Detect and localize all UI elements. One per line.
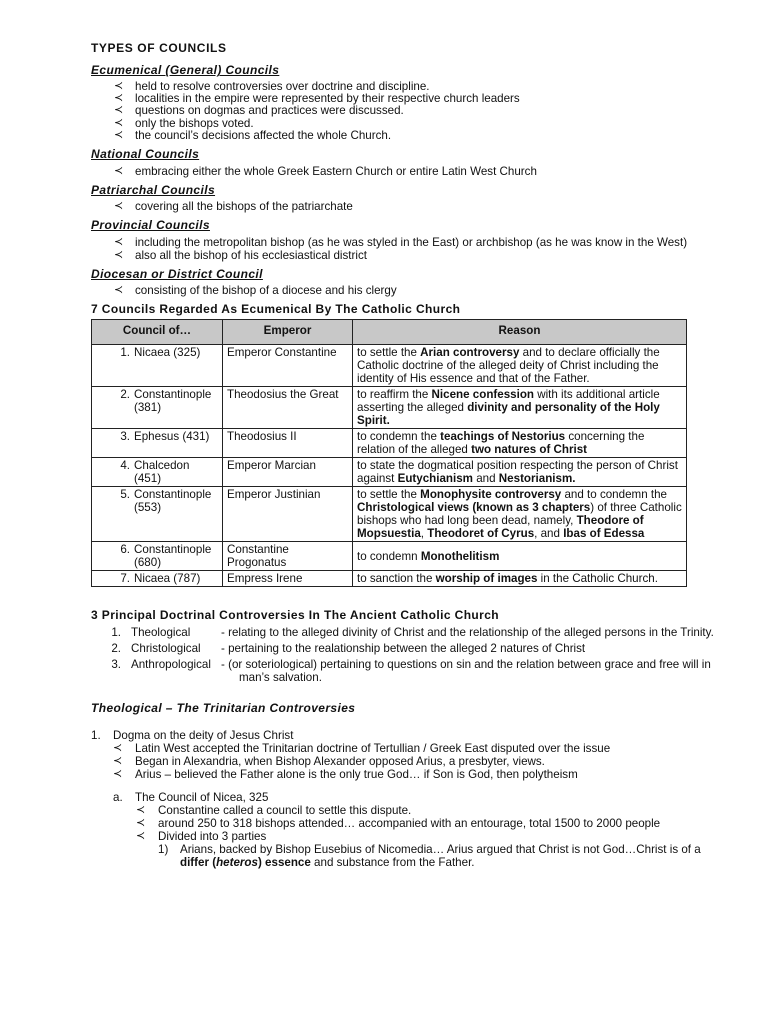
reason-part: to settle the — [357, 488, 421, 502]
bullet-text: embracing either the whole Greek Eastern Church or entire Latin West Church — [135, 164, 537, 178]
reason-part: Arian controversy — [420, 346, 520, 360]
reason-part: Monophysite controversy — [420, 488, 562, 502]
list-item — [91, 642, 731, 655]
reason-part: worship of images — [435, 572, 538, 586]
list-item — [91, 165, 731, 178]
bullet-text: Arius – believed the Father alone is the only true God… if Son is God, then polytheism — [135, 767, 578, 781]
text-part: and substance from the Father. — [310, 855, 475, 869]
cell-reason — [353, 345, 687, 387]
col-emperor: Emperor — [223, 320, 353, 345]
bullet-arrow-icon: ≺ — [114, 116, 124, 129]
item-desc: - relating to the alleged divinity of Christ and the relationship of the alleged persons in the Trinity. — [221, 625, 714, 639]
cell-emperor: Theodosius II — [223, 429, 353, 458]
bullet-arrow-icon: ≺ — [114, 248, 124, 261]
cell-council — [92, 571, 223, 587]
council-types — [91, 64, 731, 297]
bullet-text: also all the bishop of his ecclesiastical district — [135, 248, 367, 262]
list-item — [91, 830, 731, 843]
table-row — [92, 458, 687, 487]
cell-reason — [353, 542, 687, 571]
item-desc: - (or soteriological) pertaining to questions on sin and the relation between grace and free will in man’s salvation. — [221, 657, 711, 684]
table-header-row — [92, 320, 687, 345]
council-number: 6. — [120, 543, 130, 557]
bullet-arrow-icon: ≺ — [113, 754, 123, 767]
list-item — [91, 804, 731, 817]
bullet-arrow-icon: ≺ — [113, 741, 123, 754]
cell-council — [92, 387, 223, 429]
table-row — [92, 487, 687, 542]
item-desc: - pertaining to the realationship between the alleged 2 natures of Christ — [221, 641, 586, 655]
cell-council — [92, 542, 223, 571]
reason-part: Nicene confession — [431, 388, 534, 402]
reason-part: to reaffirm the — [357, 388, 432, 402]
reason-part: and to declare officially the Catholic doctrine of the alleged deity of Christ including the identity of His essence and that of the Father. — [357, 346, 660, 386]
council-name: Chalcedon (451) — [134, 459, 190, 486]
list-item — [91, 130, 731, 142]
reason-part: Ibas of Edessa — [563, 527, 645, 541]
type-bullets — [91, 200, 731, 213]
reason-part: to condemn the — [357, 430, 441, 444]
list-item — [91, 284, 731, 297]
cell-emperor: Emperor Justinian — [223, 487, 353, 542]
point-a-bullets — [91, 804, 731, 843]
council-name: Constantinople (553) — [134, 488, 212, 515]
cell-reason — [353, 458, 687, 487]
council-number: 5. — [120, 488, 130, 502]
doc-title: TYPES OF COUNCILS — [91, 41, 227, 55]
text-part: Arians, backed by Bishop Eusebius of Nicomedia… Arius argued that Christ is not God…Christ is of a — [180, 842, 701, 856]
type-bullets — [91, 81, 731, 142]
cell-emperor: Theodosius the Great — [223, 387, 353, 429]
type-bullets — [91, 165, 731, 178]
list-item — [91, 755, 731, 768]
reason-part: , — [420, 527, 428, 541]
table-row — [92, 387, 687, 429]
cell-emperor: Emperor Constantine — [223, 345, 353, 387]
point-a-1: 1) Arians, backed by Bishop Eusebius of Nicomedia… Arius argued that Christ is not God…Christ is of a differ (heteros) essence and substance from the Father. — [158, 842, 701, 869]
council-name: Nicaea (325) — [134, 346, 201, 360]
bullet-text: localities in the empire were represented by their respective church leaders — [135, 92, 520, 106]
list-item — [91, 817, 731, 830]
table-row — [92, 542, 687, 571]
list-item — [91, 200, 731, 213]
document-page — [91, 42, 731, 869]
reason-part: ) of three Catholic bishops who had long been dead, namely, — [357, 501, 682, 528]
council-number: 2. — [120, 388, 130, 402]
reason-part: Monothelitism — [420, 549, 500, 563]
type-heading: National Councils — [91, 147, 200, 162]
bullet-arrow-icon: ≺ — [114, 235, 124, 248]
bullet-text: around 250 to 318 bishops attended… accompanied with an entourage, total 1500 to 2000 people — [158, 816, 661, 830]
point-a: a. The Council of Nicea, 325 — [113, 790, 269, 804]
reason-part: in the Catholic Church. — [537, 572, 658, 586]
list-item — [91, 742, 731, 755]
bullet-text: consisting of the bishop of a diocese and his clergy — [135, 283, 397, 297]
bullet-text: Divided into 3 parties — [158, 829, 267, 843]
bullet-arrow-icon: ≺ — [136, 829, 146, 842]
reason-part: and — [473, 472, 499, 486]
item-number: 3. — [111, 657, 121, 671]
bullet-arrow-icon: ≺ — [114, 129, 124, 141]
table-row — [92, 571, 687, 587]
reason-part: to sanction the — [357, 572, 436, 586]
reason-part: two natures of Christ — [471, 443, 588, 457]
reason-part: concerning the relation of the alleged — [357, 430, 645, 457]
council-number: 7. — [120, 572, 130, 586]
reason-part: teachings of Nestorius — [440, 430, 566, 444]
type-bullets — [91, 236, 731, 262]
reason-part: Theodore of Mopsuestia — [357, 514, 644, 541]
controversies-heading: 3 Principal Doctrinal Controversies In The Ancient Catholic Church — [91, 608, 500, 623]
item-term: Theological — [131, 625, 191, 639]
councils-heading: 7 Councils Regarded As Ecumenical By The Catholic Church — [91, 301, 461, 316]
type-heading: Patriarchal Councils — [91, 182, 216, 197]
bullet-text: covering all the bishops of the patriarchate — [135, 200, 353, 214]
bullet-text: Began in Alexandria, when Bishop Alexander opposed Arius, a presbyter, views. — [135, 754, 545, 768]
council-number: 3. — [120, 430, 130, 444]
bullet-arrow-icon: ≺ — [113, 767, 123, 780]
bullet-text: only the bishops voted. — [135, 116, 254, 130]
cell-reason — [353, 429, 687, 458]
list-item — [91, 236, 731, 249]
cell-reason — [353, 387, 687, 429]
cell-council — [92, 429, 223, 458]
bullet-arrow-icon: ≺ — [114, 164, 124, 177]
item-number: 2. — [111, 641, 121, 655]
reason-part: to condemn — [357, 549, 421, 563]
cell-emperor: Empress Irene — [223, 571, 353, 587]
cell-council — [92, 487, 223, 542]
bullet-text: questions on dogmas and practices were discussed. — [135, 104, 404, 118]
council-number: 1. — [120, 346, 130, 360]
bullet-arrow-icon: ≺ — [114, 79, 124, 92]
table-row — [92, 345, 687, 387]
type-bullets — [91, 284, 731, 297]
list-item — [91, 658, 731, 684]
text-part: ) essence — [257, 855, 311, 869]
cell-council — [92, 458, 223, 487]
cell-council — [92, 345, 223, 387]
cell-reason — [353, 571, 687, 587]
reason-part: , and — [534, 527, 564, 541]
reason-part: divinity and personality of the Holy Spirit. — [357, 401, 660, 428]
bullet-arrow-icon: ≺ — [136, 803, 146, 816]
list-item — [91, 626, 731, 639]
text-part: differ ( — [180, 855, 217, 869]
point-1: 1. Dogma on the deity of Jesus Christ — [91, 728, 294, 742]
reason-part: Eutychianism — [397, 472, 473, 486]
list-item — [91, 249, 731, 262]
bullet-arrow-icon: ≺ — [114, 104, 124, 117]
bullet-text: Constantine called a council to settle this dispute. — [158, 803, 412, 817]
list-item — [91, 768, 731, 781]
reason-part: Christological views (known as 3 chapters — [357, 501, 591, 515]
text-part: heteros — [216, 855, 258, 869]
bullet-arrow-icon: ≺ — [114, 283, 124, 296]
type-heading: Ecumenical (General) Councils — [91, 63, 280, 78]
table-row — [92, 429, 687, 458]
item-term: Christological — [131, 641, 201, 655]
item-number: 1. — [111, 625, 121, 639]
col-council: Council of… — [92, 320, 223, 345]
reason-part: to settle the — [357, 346, 421, 360]
trinitarian-heading: Theological – The Trinitarian Controversies — [91, 700, 356, 715]
bullet-arrow-icon: ≺ — [114, 200, 124, 213]
cell-reason — [353, 487, 687, 542]
council-name: Nicaea (787) — [134, 572, 201, 586]
bullet-arrow-icon: ≺ — [136, 816, 146, 829]
point-1-bullets — [91, 742, 731, 781]
item-term: Anthropological — [131, 657, 211, 671]
reason-part: and to condemn the — [561, 488, 667, 502]
type-heading: Diocesan or District Council — [91, 266, 263, 281]
reason-part: to state the dogmatical position respecting the person of Christ against — [357, 459, 678, 486]
cell-emperor: Constantine Progonatus — [223, 542, 353, 571]
council-name: Ephesus (431) — [134, 430, 210, 444]
council-name: Constantinople (381) — [134, 388, 212, 415]
cell-emperor: Emperor Marcian — [223, 458, 353, 487]
bullet-text: Latin West accepted the Trinitarian doctrine of Tertullian / Greek East disputed over the issue — [135, 741, 611, 755]
councils-table — [91, 319, 687, 587]
reason-part: Nestorianism. — [498, 472, 576, 486]
council-name: Constantinople (680) — [134, 543, 212, 570]
reason-part: Theodoret of Cyrus — [427, 527, 535, 541]
controversies-list — [91, 626, 731, 684]
bullet-text: held to resolve controversies over doctrine and discipline. — [135, 79, 430, 93]
council-number: 4. — [120, 459, 130, 473]
bullet-text: including the metropolitan bishop (as he was styled in the East) or archbishop (as he was know in the West) — [135, 235, 688, 249]
bullet-text: the council’s decisions affected the whole Church. — [135, 129, 392, 142]
bullet-arrow-icon: ≺ — [114, 92, 124, 105]
col-reason: Reason — [353, 320, 687, 345]
type-heading: Provincial Councils — [91, 218, 210, 233]
reason-part: with its additional article asserting the alleged — [357, 388, 660, 415]
